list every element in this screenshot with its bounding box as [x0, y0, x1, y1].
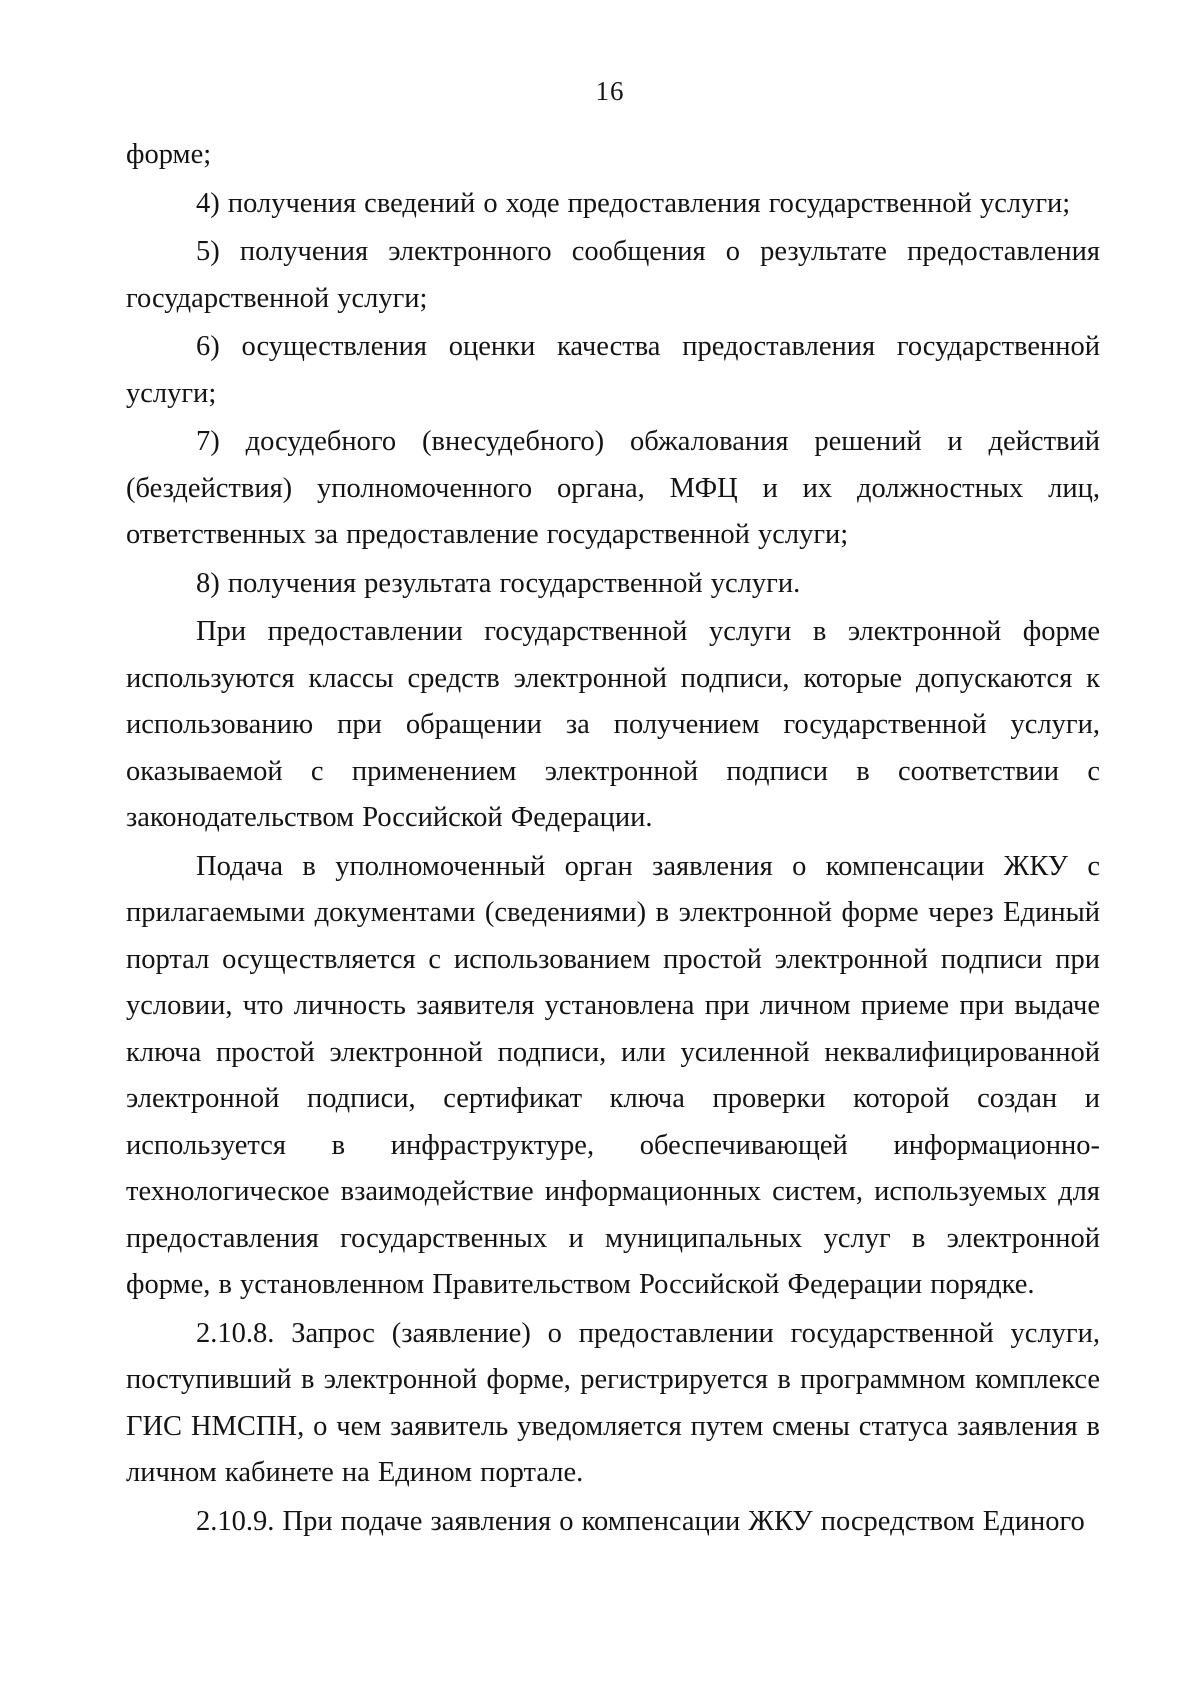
paragraph-8: Подача в уполномоченный орган заявления о компенсации ЖКУ с прилагаемыми документами (сведениями) в электронной форме через Единый портал осуществляется с использованием простой электронной подписи при условии, что личность заявителя установлена при личном приеме при выдаче ключа простой электронной подписи, или усиленной неквалифицированной электронной подписи, сертификат ключа проверки которой создан и используется в инфраструктуре, обеспечивающей информационно-технологическое взаимодействие информационных систем, используемых для предоставления государственных и муниципальных услуг в электронной форме, в установленном Правительством Российской Федерации порядке. [126, 850, 1100, 1300]
paragraph-10: 2.10.9. При подаче заявления о компенсации ЖКУ посредством Единого [196, 1505, 1085, 1537]
paragraph-9: 2.10.8. Запрос (заявление) о предоставлении государственной услуги, поступивший в электронной форме, регистрируется в программном комплексе ГИС НМСПН, о чем заявитель уведомляется путем смены статуса заявления в личном кабинете на Едином портале. [126, 1317, 1100, 1488]
paragraph-7: При предоставлении государственной услуги в электронной форме используются классы средств электронной подписи, которые допускаются к использованию при обращении за получением государственной услуги, оказываемой с применением электронной подписи в соответствии с законодательством Российской Федерации. [126, 616, 1100, 833]
paragraph-2: 4) получения сведений о ходе предоставления государственной услуги; [196, 187, 1071, 219]
paragraph-5: 7) досудебного (внесудебного) обжалования решений и действий (бездействия) уполномоченного органа, МФЦ и их должностных лиц, ответственных за предоставление государственной услуги; [126, 426, 1100, 550]
paragraph-3: 5) получения электронного сообщения о результате предоставления государственной услуги; [126, 236, 1100, 314]
paragraph-6: 8) получения результата государственной услуги. [196, 567, 801, 599]
document-body [126, 132, 1100, 1545]
paragraph-1: форме; [126, 139, 212, 170]
paragraph-4: 6) осуществления оценки качества предоставления государственной услуги; [126, 331, 1100, 409]
page-number: 16 [595, 76, 625, 106]
